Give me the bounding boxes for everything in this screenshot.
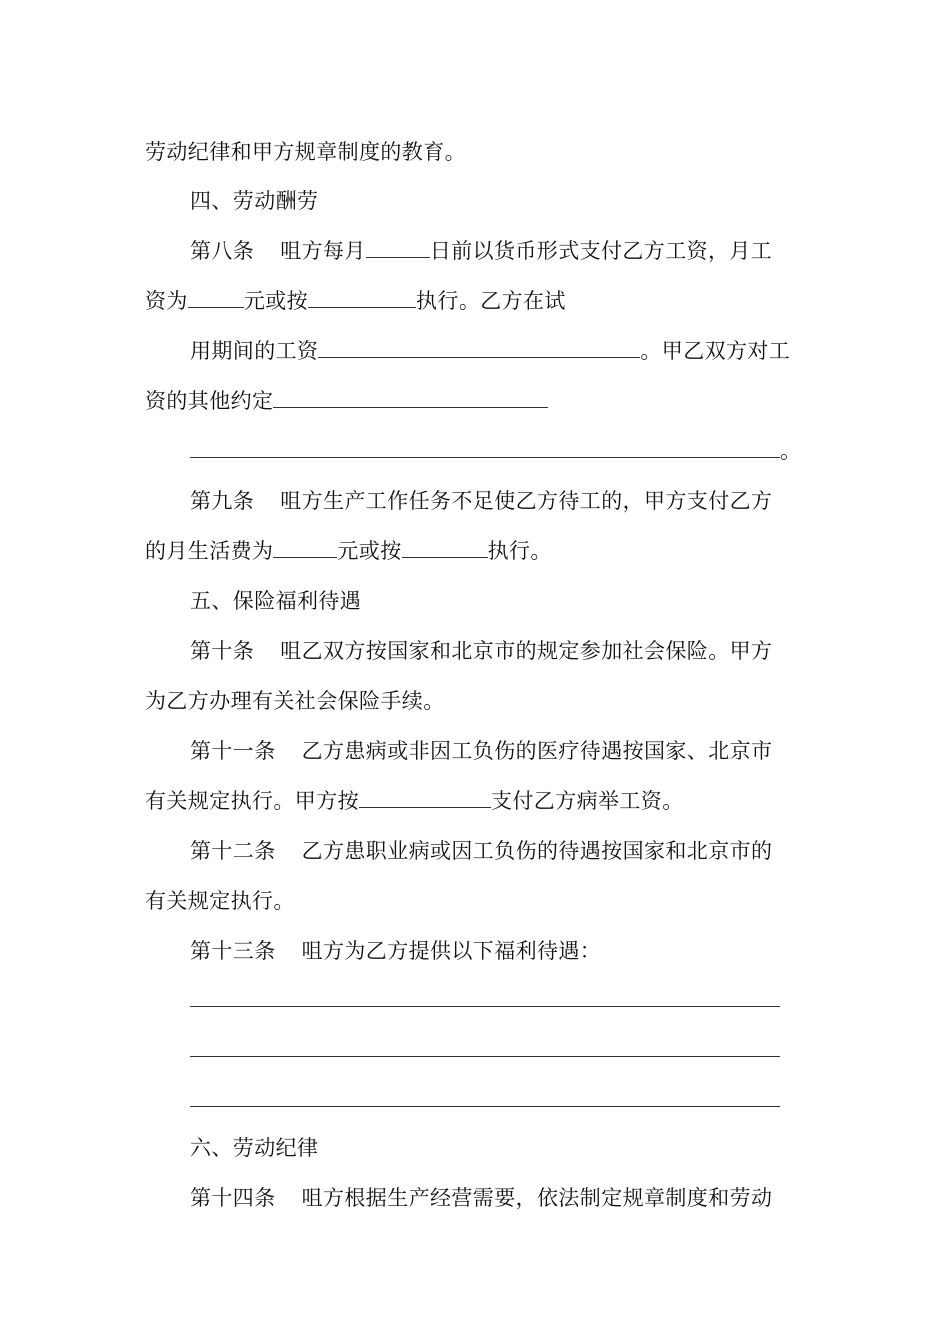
text-line: 资为 元或按 执行。乙方在试 xyxy=(145,289,566,313)
article-13: 第十三条 咀方为乙方提供以下福利待遇： xyxy=(190,939,602,963)
fill-blank xyxy=(318,337,640,358)
article-title: 第十条 xyxy=(190,639,255,663)
text-line: 。 xyxy=(190,437,801,465)
section-heading: 六、劳动纪律 xyxy=(190,1136,319,1160)
fill-blank xyxy=(366,237,430,258)
section-heading: 四、劳动酬劳 xyxy=(190,189,319,213)
fill-blank xyxy=(190,437,780,458)
article-title: 第十三条 xyxy=(190,939,276,963)
fill-blank xyxy=(359,787,491,808)
text-line: 有关规定执行。甲方按 支付乙方病举工资。 xyxy=(145,789,684,813)
text-line: 资的其他约定 xyxy=(145,387,548,415)
article-8: 第八条 咀方每月 日前以货币形式支付乙方工资，月工 xyxy=(190,239,773,263)
text-line: 为乙方办理有关社会保险手续。 xyxy=(145,689,445,713)
section-heading: 五、保险福利待遇 xyxy=(190,589,362,613)
article-title: 第九条 xyxy=(190,489,255,513)
fill-blank xyxy=(273,387,548,408)
article-title: 第十一条 xyxy=(190,739,276,763)
text-line: 的月生活费为 元或按 执行。 xyxy=(145,539,552,563)
article-12: 第十二条 乙方患职业病或因工负伤的待遇按国家和北京市的 xyxy=(190,839,773,863)
article-11: 第十一条 乙方患病或非因工负伤的医疗待遇按国家、北京市 xyxy=(190,739,773,763)
text-line: 用期间的工资 。甲乙双方对工 xyxy=(190,339,791,363)
text-line: 有关规定执行。 xyxy=(145,889,295,913)
fill-blank xyxy=(402,537,488,558)
article-9: 第九条 咀方生产工作任务不足使乙方待工的，甲方支付乙方 xyxy=(190,489,773,513)
fill-blank-line xyxy=(190,1006,780,1007)
fill-blank-line xyxy=(190,1056,780,1057)
fill-blank xyxy=(273,537,337,558)
fill-blank xyxy=(308,287,416,308)
article-title: 第八条 xyxy=(190,239,255,263)
article-10: 第十条 咀乙双方按国家和北京市的规定参加社会保险。甲方 xyxy=(190,639,773,663)
article-14: 第十四条 咀方根据生产经营需要，依法制定规章制度和劳动 xyxy=(190,1186,773,1210)
article-title: 第十四条 xyxy=(190,1186,276,1210)
text-line: 劳动纪律和甲方规章制度的教育。 xyxy=(145,140,466,164)
article-title: 第十二条 xyxy=(190,839,276,863)
fill-blank-line xyxy=(190,1106,780,1107)
fill-blank xyxy=(188,287,244,308)
